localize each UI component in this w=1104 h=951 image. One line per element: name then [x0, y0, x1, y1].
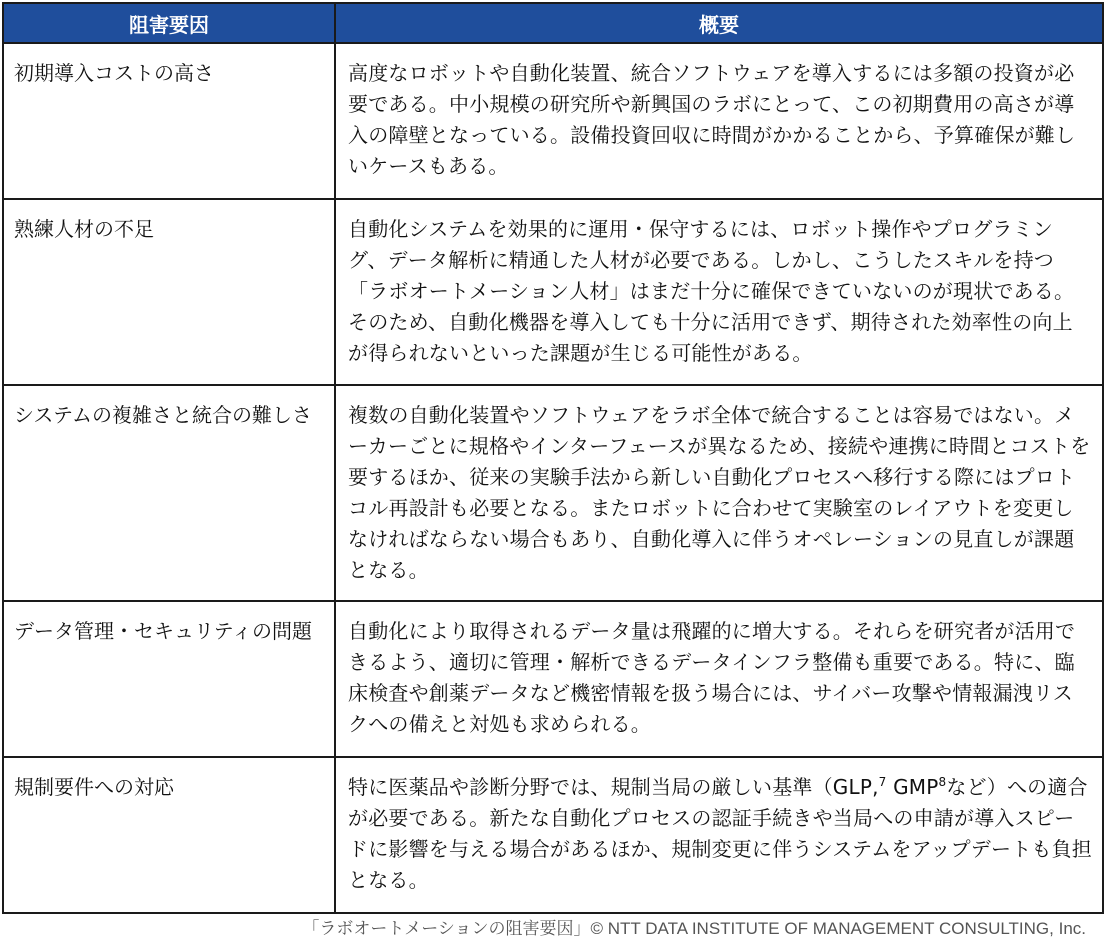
summary-cell: 自動化により取得されるデータ量は飛躍的に増大する。それらを研究者が活用できるよう、適切に管理・解析できるデータインフラ整備も重要である。特に、臨床検査や創薬データなど機密情報を扱う場合には、サイバー攻撃や情報漏洩リスクへの備えと対処も求められる。 — [335, 601, 1103, 757]
header-row — [3, 3, 1103, 43]
table-row — [3, 757, 1103, 913]
factor-cell: 規制要件への対応 — [3, 757, 335, 913]
summary-cell — [335, 757, 1103, 913]
header-factor: 阻害要因 — [3, 3, 335, 43]
factor-cell: 熟練人材の不足 — [3, 199, 335, 385]
summary-cell: 複数の自動化装置やソフトウェアをラボ全体で統合することは容易ではない。メーカーごとに規格やインターフェースが異なるため、接続や連携に時間とコストを要するほか、従来の実験手法から新しい自動化プロセスへ移行する際にはプロトコル再設計も必要となる。またロボットに合わせて実験室のレイアウトを変更しなければならない場合もあり、自動化導入に伴うオペレーションの見直しが課題となる。 — [335, 385, 1103, 601]
summary-text: GMP — [886, 775, 939, 799]
summary-text: 特に医薬品や診断分野では、規制当局の厳しい基準（GLP, — [348, 775, 879, 799]
summary-cell: 高度なロボットや自動化装置、統合ソフトウェアを導入するには多額の投資が必要である。中小規模の研究所や新興国のラボにとって、この初期費用の高さが導入の障壁となっている。設備投資回収に時間がかかることから、予算確保が難しいケースもある。 — [335, 43, 1103, 199]
factor-cell: 初期導入コストの高さ — [3, 43, 335, 199]
factor-cell: システムの複雑さと統合の難しさ — [3, 385, 335, 601]
table-row — [3, 601, 1103, 757]
header-summary: 概要 — [335, 3, 1103, 43]
factor-cell: データ管理・セキュリティの問題 — [3, 601, 335, 757]
copyright-caption: 「ラボオートメーションの阻害要因」© NTT DATA INSTITUTE OF MANAGEMENT CONSULTING, Inc. — [302, 919, 1086, 938]
table-row — [3, 43, 1103, 199]
table-row — [3, 199, 1103, 385]
table-row — [3, 385, 1103, 601]
summary-cell: 自動化システムを効果的に運用・保守するには、ロボット操作やプログラミング、データ解析に精通した人材が必要である。しかし、こうしたスキルを持つ「ラボオートメーション人材」はまだ十分に確保できていないのが現状である。そのため、自動化機器を導入しても十分に活用できず、期待された効率性の向上が得られないといった課題が生じる可能性がある。 — [335, 199, 1103, 385]
footnote-ref: 7 — [878, 775, 887, 789]
footnote-ref: 8 — [938, 775, 947, 789]
summary-text: など）への適合が必要である。新たな自動化プロセスの認証手続きや当局への申請が導入スピードに影響を与える場合があるほか、規制変更に伴うシステムをアップデートも負担となる。 — [348, 775, 1092, 892]
obstacles-table — [2, 2, 1104, 914]
